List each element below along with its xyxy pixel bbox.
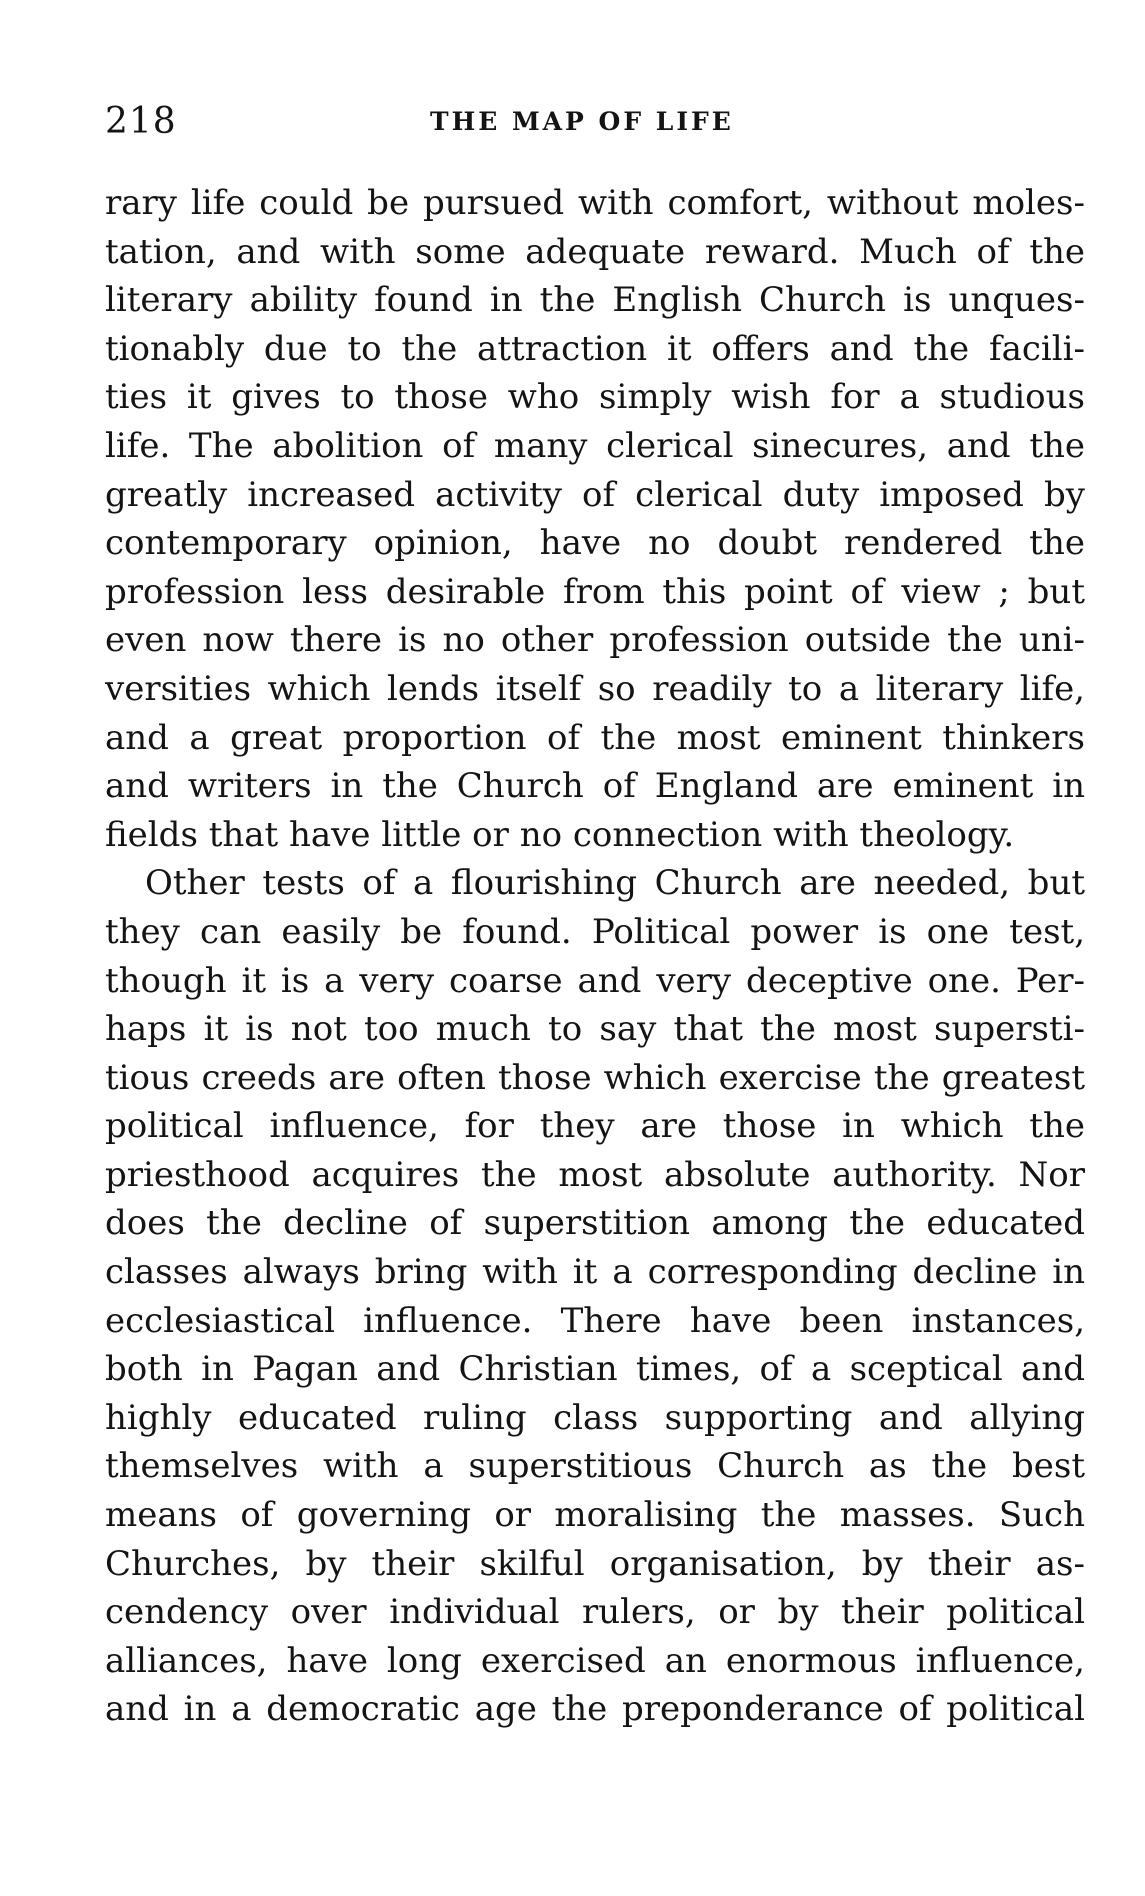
running-head: THE MAP OF LIFE bbox=[430, 107, 734, 136]
text-line: priesthood acquires the most absolute authority. Nor bbox=[105, 1154, 1085, 1195]
text-line: highly educated ruling class supporting and allying bbox=[105, 1397, 1085, 1438]
text-line: does the decline of superstition among the educated bbox=[105, 1203, 1085, 1244]
text-line: fields that have little or no connection with theology. bbox=[105, 814, 1015, 855]
text-line: versities which lends itself so readily to a literary life, bbox=[105, 668, 1085, 709]
text-line: tionably due to the attraction it offers and the facili- bbox=[105, 328, 1085, 369]
text-line: ecclesiastical influence. There have been instances, bbox=[105, 1300, 1085, 1341]
text-line: rary life could be pursued with comfort, without moles- bbox=[105, 183, 1085, 223]
text-line: tation, and with some adequate reward. Much of the bbox=[105, 231, 1085, 272]
text-line: they can easily be found. Political power is one test, bbox=[105, 911, 1085, 952]
text-line: even now there is no other profession outside the uni- bbox=[105, 620, 1085, 661]
text-line: tious creeds are often those which exercise the greatest bbox=[105, 1057, 1085, 1098]
text-line: greatly increased activity of clerical duty imposed by bbox=[105, 474, 1085, 515]
body-text bbox=[105, 179, 1085, 1734]
text-line: Other tests of a flourishing Church are needed, but bbox=[145, 863, 1085, 904]
text-line: though it is a very coarse and very deceptive one. Per- bbox=[105, 960, 1085, 1001]
paragraph-1 bbox=[105, 179, 1085, 859]
text-line: both in Pagan and Christian times, of a sceptical and bbox=[105, 1349, 1085, 1390]
text-line: and a great proportion of the most eminent thinkers bbox=[105, 717, 1085, 758]
text-line: cendency over individual rulers, or by their political bbox=[105, 1592, 1085, 1633]
text-line: political influence, for they are those in which the bbox=[105, 1106, 1085, 1147]
text-line: haps it is not too much to say that the most supersti- bbox=[105, 1009, 1085, 1050]
text-line: profession less desirable from this point of view ; but bbox=[105, 571, 1085, 612]
text-line: contemporary opinion, have no doubt rendered the bbox=[105, 523, 1085, 564]
text-line: classes always bring with it a corresponding decline in bbox=[105, 1252, 1085, 1293]
text-line: alliances, have long exercised an enormous influence, bbox=[105, 1640, 1085, 1681]
text-line: literary ability found in the English Church is unques- bbox=[105, 280, 1085, 321]
page-header bbox=[105, 98, 1095, 146]
text-line: means of governing or moralising the masses. Such bbox=[105, 1495, 1085, 1536]
text-line: and writers in the Church of England are eminent in bbox=[105, 766, 1085, 807]
text-line: and in a democratic age the preponderance of political bbox=[105, 1689, 1085, 1730]
text-line: ties it gives to those who simply wish for a studious bbox=[105, 377, 1085, 418]
text-line: themselves with a superstitious Church as the best bbox=[105, 1446, 1085, 1487]
page-number: 218 bbox=[105, 101, 177, 142]
text-line: life. The abolition of many clerical sinecures, and the bbox=[105, 425, 1085, 466]
text-line: Churches, by their skilful organisation, by their as- bbox=[105, 1543, 1085, 1584]
paragraph-2 bbox=[105, 859, 1085, 1734]
